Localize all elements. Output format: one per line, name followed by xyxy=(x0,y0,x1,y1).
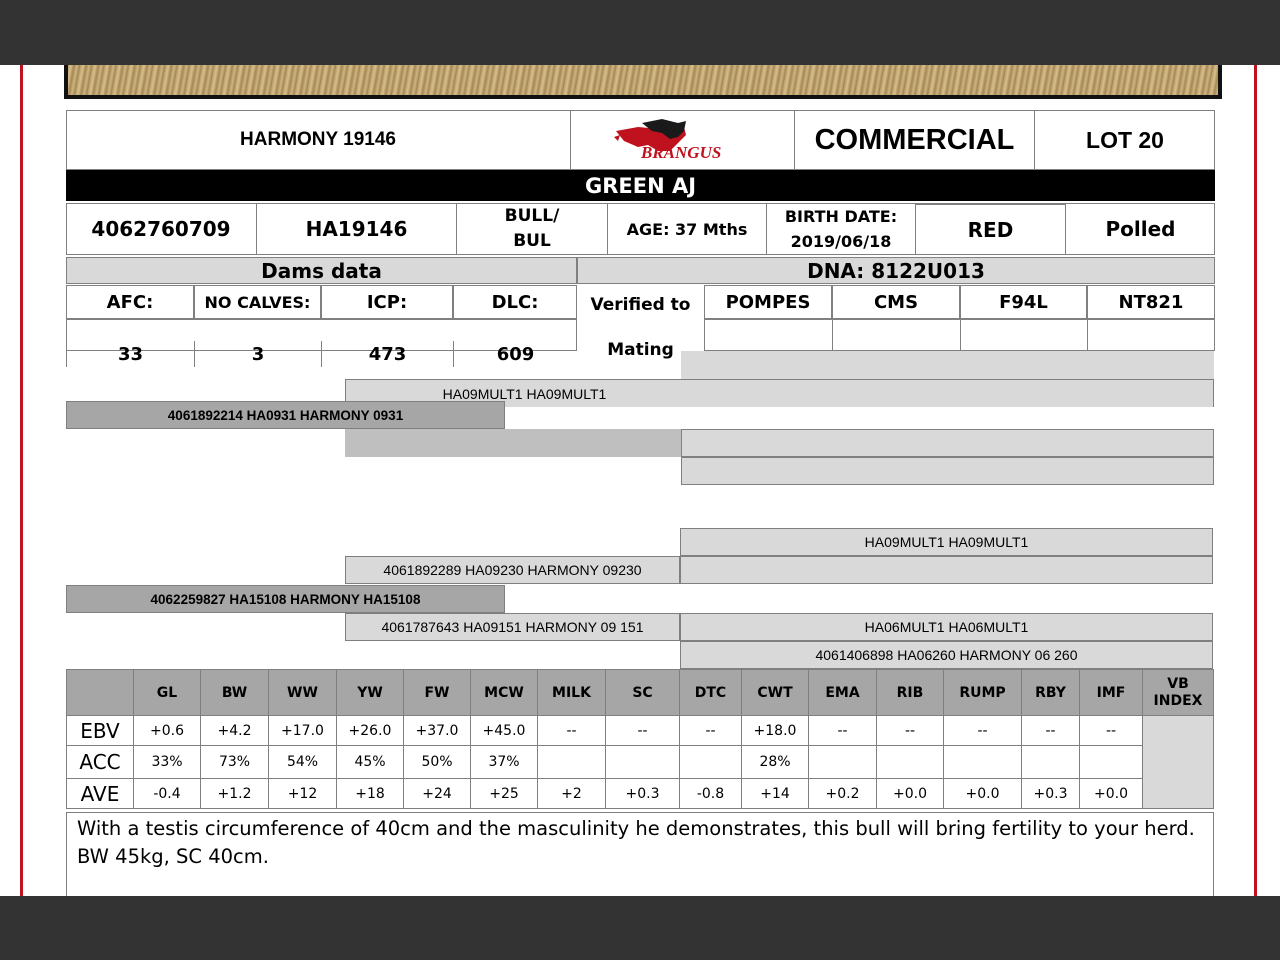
sex-line1: BULL/ xyxy=(504,206,560,226)
acc-cell xyxy=(944,746,1022,779)
ebv-cell: -- xyxy=(1080,716,1143,746)
col-dtc: DTC xyxy=(680,670,742,716)
row-label-ave: AVE xyxy=(67,779,134,809)
ave-cell: +24 xyxy=(404,779,471,809)
pedigree-dam-sire: 4061892289 HA09230 HARMONY 09230 xyxy=(345,556,680,584)
ave-cell: +12 xyxy=(269,779,337,809)
category-label: COMMERCIAL xyxy=(794,110,1034,170)
dna-test-cms: CMS xyxy=(832,285,960,319)
lot-number: LOT 20 xyxy=(1034,110,1215,170)
pedigree-dam-dam-dam: 4061406898 HA06260 HARMONY 06 260 xyxy=(680,641,1213,669)
col-gl: GL xyxy=(134,670,201,716)
pedigree-dam-sire-sire: HA09MULT1 HA09MULT1 xyxy=(680,528,1213,556)
brand-text: BRANGUS xyxy=(641,143,722,162)
ebv-cell: -- xyxy=(944,716,1022,746)
col-yw: YW xyxy=(337,670,404,716)
dams-value-icp: 473 xyxy=(321,341,453,367)
dna-test-pompes: POMPES xyxy=(704,285,832,319)
dna-test-f94l: F94L xyxy=(960,285,1087,319)
acc-cell xyxy=(680,746,742,779)
animal-colour: RED xyxy=(915,203,1065,255)
vb-line1: VB xyxy=(1167,675,1189,692)
ave-cell: +0.0 xyxy=(877,779,944,809)
ave-cell: +2 xyxy=(538,779,606,809)
pedigree-sire-dam-sire xyxy=(681,429,1214,457)
pedigree-sire-sire-dam xyxy=(681,351,1214,379)
dams-title: Dams data xyxy=(66,257,577,284)
pedigree-dam-dam-sire: HA06MULT1 HA06MULT1 xyxy=(680,613,1213,641)
ebv-cell: +18.0 xyxy=(742,716,809,746)
vb-index-value xyxy=(1143,716,1214,809)
ave-cell: -0.4 xyxy=(134,779,201,809)
col-bw: BW xyxy=(201,670,269,716)
comment-line1: With a testis circumference of 40cm and the masculinity he demonstrates, this bull will bring fertility to your herd. xyxy=(77,817,1195,840)
ave-cell: +0.0 xyxy=(944,779,1022,809)
verified-line2: Mating xyxy=(607,340,674,360)
animal-id: 4062760709 xyxy=(91,217,231,241)
birth-label: BIRTH DATE: xyxy=(784,207,898,226)
ebv-cell: -- xyxy=(809,716,877,746)
dams-header-dlc: DLC: xyxy=(453,285,577,319)
ebv-row-ebv xyxy=(67,716,1214,746)
bull-photo xyxy=(64,65,1222,99)
brangus-logo xyxy=(570,110,794,170)
col-imf: IMF xyxy=(1080,670,1143,716)
col-sc: SC xyxy=(606,670,680,716)
ebv-cell: +26.0 xyxy=(337,716,404,746)
acc-cell xyxy=(538,746,606,779)
acc-cell xyxy=(606,746,680,779)
dams-header-afc: AFC: xyxy=(66,285,194,319)
lot-sheet-page xyxy=(0,65,1280,896)
acc-cell: 45% xyxy=(337,746,404,779)
dna-test-nt821: NT821 xyxy=(1087,285,1215,319)
right-red-border xyxy=(1254,65,1257,896)
col-fw: FW xyxy=(404,670,471,716)
ave-cell: +1.2 xyxy=(201,779,269,809)
acc-cell: 54% xyxy=(269,746,337,779)
pedigree-dam: 4062259827 HA15108 HARMONY HA15108 xyxy=(66,585,505,613)
ebv-cell: +0.6 xyxy=(134,716,201,746)
ebv-cell: -- xyxy=(606,716,680,746)
viewer-top-bar xyxy=(0,0,1280,65)
vb-line2: INDEX xyxy=(1153,692,1203,709)
dams-value-calves: 3 xyxy=(194,341,321,367)
ebv-cell: -- xyxy=(680,716,742,746)
ave-cell: +18 xyxy=(337,779,404,809)
acc-cell xyxy=(1080,746,1143,779)
verified-line1: Verified to xyxy=(590,295,691,315)
col-milk: MILK xyxy=(538,670,606,716)
comment-line2: BW 45kg, SC 40cm. xyxy=(77,845,269,868)
pedigree-dam-dam: 4061787643 HA09151 HARMONY 09 151 xyxy=(345,613,680,641)
dams-header-icp: ICP: xyxy=(321,285,453,319)
col-rby: RBY xyxy=(1022,670,1080,716)
animal-name: HARMONY 19146 xyxy=(240,129,396,150)
ave-cell: +0.3 xyxy=(1022,779,1080,809)
acc-cell xyxy=(1022,746,1080,779)
ebv-row-acc xyxy=(67,746,1214,779)
dams-value-afc: 33 xyxy=(66,341,194,367)
ebv-cell: +17.0 xyxy=(269,716,337,746)
dna-title: DNA: 8122U013 xyxy=(577,257,1215,284)
ebv-cell: -- xyxy=(1022,716,1080,746)
col-mcw: MCW xyxy=(471,670,538,716)
col-cwt: CWT xyxy=(742,670,809,716)
acc-cell: 37% xyxy=(471,746,538,779)
acc-cell: 28% xyxy=(742,746,809,779)
comments-box xyxy=(66,812,1214,896)
ebv-cell: -- xyxy=(877,716,944,746)
ave-cell: +0.2 xyxy=(809,779,877,809)
animal-sex xyxy=(456,203,607,255)
col-ema: EMA xyxy=(809,670,877,716)
ebv-header-row xyxy=(67,670,1214,716)
birth-value: 2019/06/18 xyxy=(790,232,892,251)
animal-horn: Polled xyxy=(1065,203,1215,255)
row-label-ebv: EBV xyxy=(67,716,134,746)
ebv-cell: +37.0 xyxy=(404,716,471,746)
acc-cell: 33% xyxy=(134,746,201,779)
acc-cell: 73% xyxy=(201,746,269,779)
row-label-acc: ACC xyxy=(67,746,134,779)
viewer-bottom-bar xyxy=(0,896,1280,960)
pedigree-sire: 4061892214 HA0931 HARMONY 0931 xyxy=(66,401,505,429)
col-ww: WW xyxy=(269,670,337,716)
pedigree-sire-dam xyxy=(345,429,681,457)
left-red-border xyxy=(20,65,23,896)
ebv-cell: +45.0 xyxy=(471,716,538,746)
owner-bar: GREEN AJ xyxy=(66,170,1215,201)
animal-tag: HA19146 xyxy=(256,203,456,255)
animal-age: AGE: 37 Mths xyxy=(607,203,766,255)
sex-line2: BUL xyxy=(513,231,551,251)
ebv-corner xyxy=(67,670,134,716)
birth-date xyxy=(766,203,915,255)
acc-cell xyxy=(809,746,877,779)
col-vb-index xyxy=(1143,670,1214,716)
ebv-cell: +4.2 xyxy=(201,716,269,746)
dams-header-calves: NO CALVES: xyxy=(194,285,321,319)
pedigree-dam-sire-dam xyxy=(680,556,1213,584)
ebv-cell: -- xyxy=(538,716,606,746)
ebv-row-ave xyxy=(67,779,1214,809)
ave-cell: +0.0 xyxy=(1080,779,1143,809)
pedigree-sire-dam-dam xyxy=(681,457,1214,485)
ave-cell: -0.8 xyxy=(680,779,742,809)
ave-cell: +25 xyxy=(471,779,538,809)
ave-cell: +0.3 xyxy=(606,779,680,809)
col-rump: RUMP xyxy=(944,670,1022,716)
ave-cell: +14 xyxy=(742,779,809,809)
ebv-table xyxy=(66,669,1214,809)
sire-sire-text: HA09MULT1 HA09MULT1 xyxy=(442,385,607,402)
col-rib: RIB xyxy=(877,670,944,716)
acc-cell xyxy=(877,746,944,779)
acc-cell: 50% xyxy=(404,746,471,779)
dams-value-dlc: 609 xyxy=(453,341,577,367)
